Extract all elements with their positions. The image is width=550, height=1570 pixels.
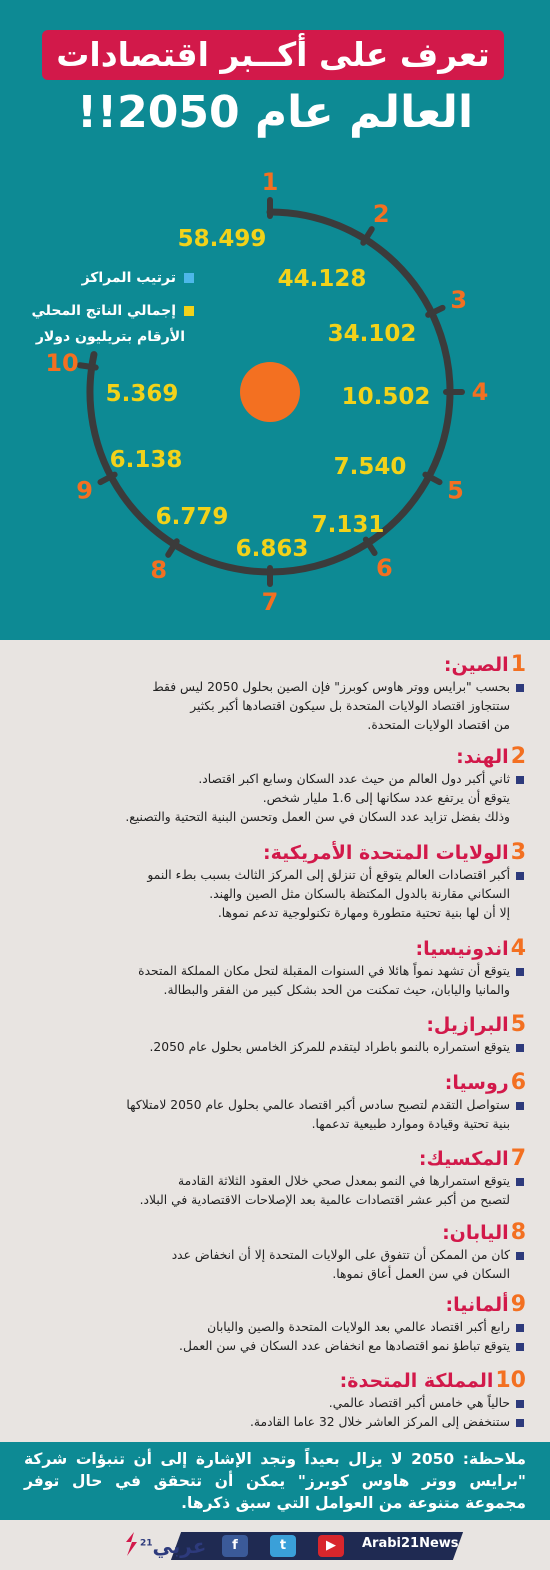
country-bullet: أكبر اقتصادات العالم يتوقع أن تنزلق إلى المركز الثالث بسبب بطء النمو السكاني مقارنة بالدول المكتظة بالسكان مثل الصين والهند. إلا أن لها بنية تحتية متطورة ومهارة تكنولوجية تدعم نموها.: [20, 866, 526, 923]
country-bullet: ثاني أكبر دول العالم من حيث عدد السكان وسابع اكبر اقتصاد. يتوقع أن يرتفع عدد سكانها إلى 1.6 مليار شخص. وذلك بفضل تزايد عدد السكان في سن العمل وتحسن البنية التحتية والتصنيع.: [20, 770, 526, 827]
country-heading: [20, 1220, 526, 1246]
legend-gdp-label: إجمالي الناتج المحلي: [31, 303, 176, 319]
country-5: [20, 1012, 526, 1057]
gdp-value: 7.131: [311, 512, 385, 538]
country-6: [20, 1070, 526, 1134]
logo-mark-icon: [122, 1530, 140, 1558]
country-name: الصين:: [443, 654, 509, 676]
country-rank: 10: [495, 1368, 526, 1393]
rank-number: 9: [76, 476, 93, 505]
country-heading: [20, 1070, 526, 1096]
gdp-value: 44.128: [277, 266, 367, 292]
country-1: [20, 652, 526, 735]
country-bullet: كان من الممكن أن تتفوق على الولايات المتحدة إلا أن انخفاض عدد السكان في سن العمل أعاق نموها.: [20, 1246, 526, 1284]
legend-rank: [82, 270, 194, 286]
country-name: اندونيسيا:: [415, 938, 509, 960]
country-7: [20, 1146, 526, 1210]
gdp-value: 7.540: [333, 454, 407, 480]
country-rank: 9: [510, 1292, 526, 1317]
country-bullet: يتوقع تباطؤ نمو اقتصادها مع انخفاض عدد السكان في سن العمل.: [20, 1337, 526, 1356]
header-section: [0, 0, 550, 640]
country-bullet: ستنخفض إلى المركز العاشر خلال 32 عاما القادمة.: [20, 1413, 526, 1432]
country-name: المكسيك:: [418, 1148, 509, 1170]
country-rank: 5: [510, 1012, 526, 1037]
gdp-value: 5.369: [105, 381, 179, 407]
ranking-dial: [0, 0, 550, 640]
brand-logo: عربي$^{21}$: [140, 1534, 207, 1558]
country-rank: 8: [510, 1220, 526, 1245]
country-rank: 2: [510, 744, 526, 769]
country-name: الهند:: [456, 746, 509, 768]
country-heading: [20, 652, 526, 678]
gdp-value: 6.863: [235, 536, 309, 562]
country-rank: 1: [510, 652, 526, 677]
country-name: البرازيل:: [426, 1014, 509, 1036]
country-heading: [20, 1368, 526, 1394]
rank-number: 4: [471, 378, 489, 406]
country-rank: 4: [510, 936, 526, 961]
legend-unit: [36, 329, 185, 345]
gdp-value: 10.502: [341, 384, 431, 410]
site-handle[interactable]: Arabi21News: [362, 1536, 459, 1551]
country-bullet: ستواصل التقدم لتصبح سادس أكبر اقتصاد عالمي بحلول عام 2050 لامتلاكها بنية تحتية وقيادة وموارد طبيعية تدعمها.: [20, 1096, 526, 1134]
country-name: روسيا:: [444, 1072, 509, 1094]
legend-gdp-swatch: [184, 306, 194, 316]
gdp-value: 6.779: [155, 504, 229, 530]
country-heading: [20, 1012, 526, 1038]
rank-number: 7: [261, 588, 279, 616]
country-heading: [20, 744, 526, 770]
country-heading: [20, 936, 526, 962]
country-8: [20, 1220, 526, 1284]
country-10: [20, 1368, 526, 1432]
country-bullet: يتوقع استمراره بالنمو باطراد ليتقدم للمركز الخامس بحلول عام 2050.: [20, 1038, 526, 1057]
country-bullet: يتوقع استمرارها في النمو بمعدل صحي خلال العقود الثلاثة القادمة لتصبح من أكبر عشر اقتصادات عالمية بعد الإصلاحات الاقتصادية في البلاد.: [20, 1172, 526, 1210]
country-bullet: يتوقع أن تشهد نمواً هائلا في السنوات المقبلة لتحل مكان المملكة المتحدة والمانيا واليابان، حيث تمكنت من الحد بشكل كبير من الفقر والبطالة.: [20, 962, 526, 1000]
country-heading: [20, 1292, 526, 1318]
gdp-value: 34.102: [327, 321, 417, 347]
rank-number: 3: [450, 285, 468, 314]
rank-number: 6: [376, 554, 393, 583]
dial-center-dot: [240, 362, 300, 422]
rank-number: 2: [372, 199, 390, 228]
country-bullet: بحسب "برايس ووتر هاوس كوبرز" فإن الصين بحلول 2050 ليس فقط ستتجاوز اقتصاد الولايات المتحدة بل سيكون اقتصادها أكبر بكثير من اقتصاد الولايات المتحدة.: [20, 678, 526, 735]
country-bullet: رابع أكبر اقتصاد عالمي بعد الولايات المتحدة والصين واليابان: [20, 1318, 526, 1337]
country-9: [20, 1292, 526, 1356]
legend-unit-label: الأرقام بتريليون دولار: [35, 329, 185, 345]
country-2: [20, 744, 526, 827]
country-rank: 3: [510, 840, 526, 865]
footer: [0, 1520, 550, 1570]
gdp-value: 6.138: [109, 447, 183, 473]
country-rank: 7: [510, 1146, 526, 1171]
dial-tick: [80, 365, 96, 367]
country-heading: [20, 840, 526, 866]
country-bullet: حالياً هي خامس أكبر اقتصاد عالمي.: [20, 1394, 526, 1413]
youtube-icon[interactable]: ▶: [318, 1535, 344, 1557]
rank-number: 8: [150, 556, 168, 585]
country-rank: 6: [510, 1070, 526, 1095]
legend-gdp: [32, 303, 194, 319]
countries-list: [0, 640, 550, 1440]
country-heading: [20, 1146, 526, 1172]
title-line-2: العالم عام 2050!!: [76, 87, 474, 138]
country-name: الولايات المتحدة الأمريكية:: [263, 842, 509, 864]
note-text: ملاحظة: 2050 لا يزال بعيداً وتجد الإشارة إلى أن تنبؤات شركة "برايس ووتر هاوس كوبرز" يمكن أن تتحقق في حال توفر مجموعة متنوعة من العوامل التي سبق ذكرها.: [24, 1450, 526, 1512]
country-4: [20, 936, 526, 1000]
rank-number: 1: [261, 168, 279, 196]
note-section: [0, 1442, 550, 1520]
country-name: المملكة المتحدة:: [339, 1370, 494, 1392]
legend-rank-swatch: [184, 273, 194, 283]
rank-number: 10: [45, 348, 79, 377]
rank-number: 5: [447, 476, 464, 505]
country-3: [20, 840, 526, 923]
twitter-icon[interactable]: t: [270, 1535, 296, 1557]
facebook-icon[interactable]: f: [222, 1535, 248, 1557]
country-name: اليابان:: [442, 1222, 509, 1244]
legend-rank-label: ترتيب المراكز: [81, 270, 176, 286]
country-name: ألمانيا:: [445, 1294, 509, 1316]
title-line-1: تعرف على أكــبر اقتصادات: [56, 35, 490, 74]
gdp-value: 58.499: [177, 226, 267, 252]
